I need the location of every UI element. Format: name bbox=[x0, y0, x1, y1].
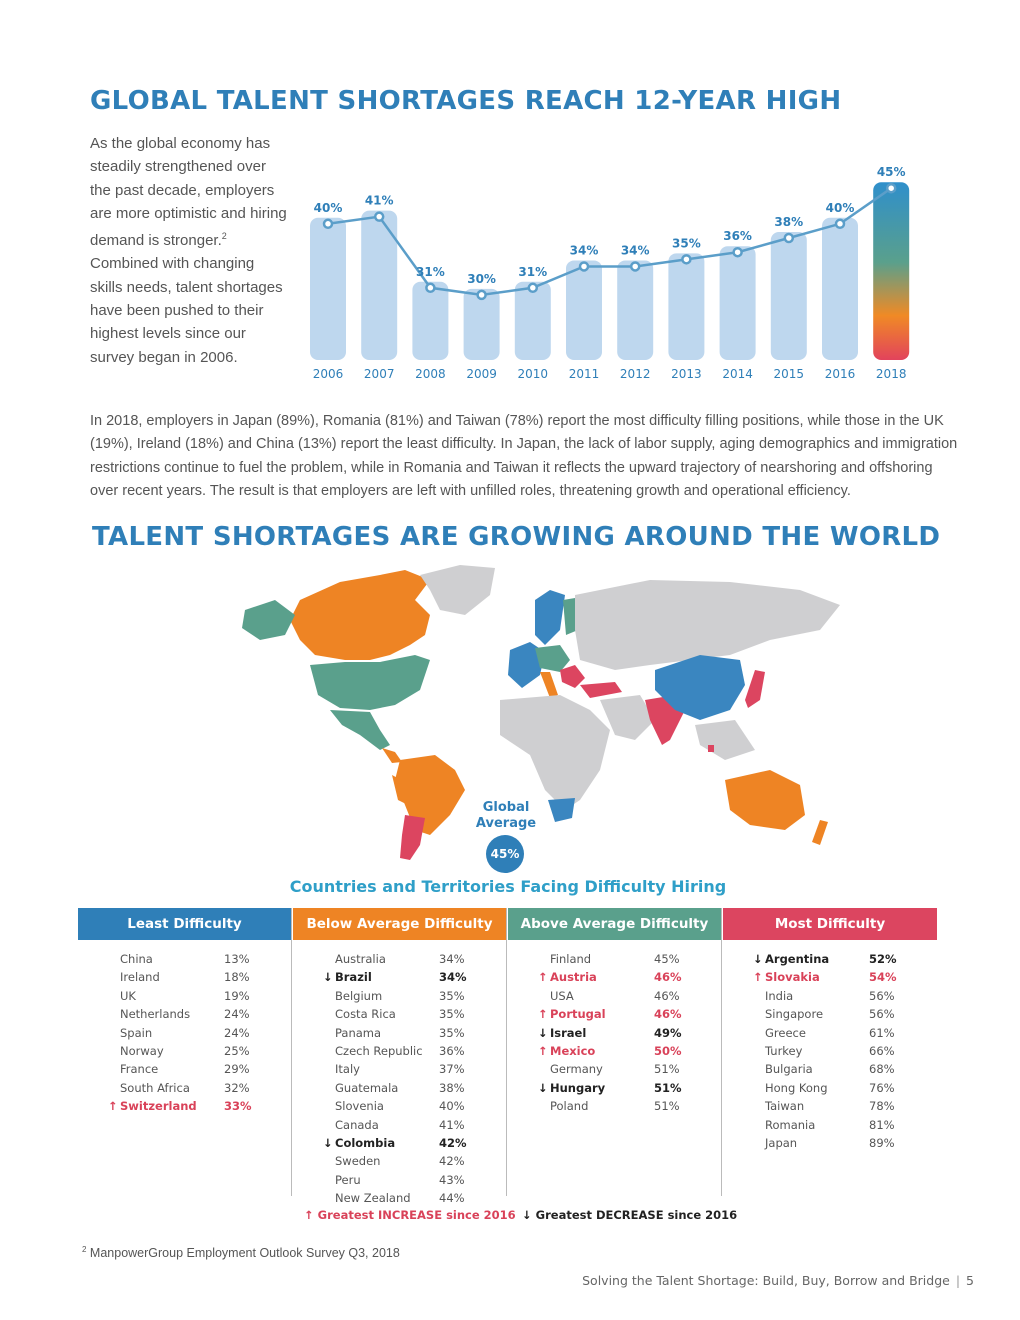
table-row bbox=[723, 970, 937, 988]
region-turkey bbox=[580, 682, 622, 698]
bar-2018 bbox=[873, 182, 909, 360]
table-row bbox=[293, 1118, 506, 1136]
country-percent: 46% bbox=[654, 1007, 682, 1022]
table-row bbox=[508, 1044, 721, 1062]
country-name: Germany bbox=[550, 1062, 603, 1077]
table-row bbox=[508, 952, 721, 970]
table-row bbox=[293, 1081, 506, 1099]
country-percent: 61% bbox=[869, 1025, 895, 1040]
table-row bbox=[293, 1099, 506, 1117]
country-percent: 51% bbox=[654, 1062, 680, 1077]
country-percent: 78% bbox=[869, 1099, 895, 1114]
country-percent: 46% bbox=[654, 970, 682, 985]
country-name: Hungary bbox=[550, 1080, 606, 1095]
country-name: Sweden bbox=[335, 1154, 381, 1169]
table-row bbox=[293, 989, 506, 1007]
region-mexico bbox=[330, 710, 390, 750]
data-label-2018: 45% bbox=[876, 165, 906, 180]
x-tick-2018: 2018 bbox=[875, 367, 907, 381]
country-name: Spain bbox=[120, 1025, 153, 1040]
country-percent: 19% bbox=[224, 988, 250, 1003]
column-header: Above Average Difficulty bbox=[508, 908, 721, 940]
country-name: India bbox=[765, 988, 794, 1003]
region-canada bbox=[290, 570, 430, 660]
down-arrow-icon: ↓ bbox=[538, 1025, 548, 1040]
table-row bbox=[293, 970, 506, 988]
country-name: Japan bbox=[765, 1135, 798, 1150]
table-row bbox=[508, 1026, 721, 1044]
table-row bbox=[723, 1044, 937, 1062]
table-row bbox=[723, 1007, 937, 1025]
country-percent: 34% bbox=[439, 952, 465, 966]
table-row bbox=[508, 970, 721, 988]
table-title: Countries and Territories Facing Difficulty Hiring bbox=[289, 877, 727, 896]
country-percent: 56% bbox=[869, 1007, 895, 1022]
data-label-2013: 35% bbox=[672, 236, 701, 251]
point-2014 bbox=[734, 248, 742, 256]
column-header: Least Difficulty bbox=[78, 908, 291, 940]
section-heading-growing: TALENT SHORTAGES ARE GROWING AROUND THE WORLD bbox=[92, 522, 941, 552]
country-percent: 32% bbox=[224, 1080, 250, 1095]
country-name: UK bbox=[120, 988, 136, 1003]
talent-shortage-bar-chart bbox=[300, 150, 920, 390]
country-name: Ireland bbox=[120, 970, 160, 985]
country-name: Peru bbox=[335, 1172, 361, 1187]
country-name: USA bbox=[550, 988, 574, 1003]
table-row bbox=[78, 1026, 291, 1044]
difficulty-column-4 bbox=[723, 908, 937, 1196]
country-name: South Africa bbox=[120, 1080, 190, 1095]
table-row bbox=[723, 989, 937, 1007]
country-name: Czech Republic bbox=[335, 1043, 423, 1058]
table-row bbox=[78, 1062, 291, 1080]
intro-text-part2: Combined with changing skills needs, talent shortages have been pushed to their highest levels since our survey began in 2006. bbox=[90, 255, 283, 366]
bar-2015 bbox=[771, 232, 807, 360]
country-percent: 66% bbox=[869, 1043, 895, 1058]
bar-2011 bbox=[566, 260, 602, 360]
region-africa bbox=[500, 695, 610, 810]
country-percent: 76% bbox=[869, 1080, 895, 1095]
bar-2016 bbox=[822, 218, 858, 360]
country-name: Switzerland bbox=[120, 1099, 197, 1114]
bar-2014 bbox=[720, 246, 756, 360]
region-scandinavia bbox=[535, 590, 565, 645]
body-paragraph: In 2018, employers in Japan (89%), Romania (81%) and Taiwan (78%) report the most difficulty filling positions, while those in the UK (19%), Ireland (18%) and China (13%) report the least difficulty. In Japan, the lack of labor supply, aging demographics and immigration restrictions continue to fuel the problem, while in Romania and Taiwan it reflects the upward trajectory of nearshoring and offshoring over recent years. The result is that employers are left with unfilled roles, threatening growth and operational efficiency. bbox=[90, 413, 958, 500]
country-name: Finland bbox=[550, 952, 592, 966]
country-percent: 42% bbox=[439, 1154, 465, 1169]
country-percent: 29% bbox=[224, 1062, 250, 1077]
table-row bbox=[293, 1154, 506, 1172]
up-arrow-icon: ↑ bbox=[538, 1043, 548, 1058]
region-argentina bbox=[400, 815, 425, 860]
page-footer: Solving the Talent Shortage: Build, Buy, Borrow and Bridge | 5 bbox=[582, 1273, 974, 1288]
table-row bbox=[78, 1081, 291, 1099]
legend-decrease bbox=[522, 1208, 737, 1222]
x-tick-2006: 2006 bbox=[312, 367, 344, 381]
country-percent: 51% bbox=[654, 1080, 682, 1095]
footnote-number: 2 bbox=[82, 1245, 87, 1254]
country-name: Italy bbox=[335, 1062, 360, 1077]
x-tick-2015: 2015 bbox=[773, 367, 805, 381]
legend-increase-text: Greatest INCREASE since 2016 bbox=[317, 1208, 516, 1222]
point-2010 bbox=[529, 284, 537, 292]
table-row bbox=[508, 1081, 721, 1099]
x-tick-2007: 2007 bbox=[363, 367, 395, 381]
country-name: Slovenia bbox=[335, 1099, 384, 1114]
country-percent: 43% bbox=[439, 1172, 465, 1187]
country-name: Australia bbox=[335, 952, 386, 966]
region-central-europe bbox=[535, 645, 570, 672]
table-row bbox=[293, 952, 506, 970]
table-row bbox=[723, 1136, 937, 1154]
point-2012 bbox=[631, 262, 639, 270]
country-name: Austria bbox=[550, 970, 597, 985]
footnote-text: ManpowerGroup Employment Outlook Survey Q3, 2018 bbox=[86, 1246, 400, 1261]
country-percent: 52% bbox=[869, 952, 897, 966]
table-row bbox=[293, 1044, 506, 1062]
up-arrow-icon: ↑ bbox=[538, 1007, 548, 1022]
page-number: 5 bbox=[966, 1273, 974, 1288]
region-south-africa bbox=[548, 798, 575, 822]
region-australia bbox=[725, 770, 805, 830]
country-name: Poland bbox=[550, 1099, 589, 1114]
point-2015 bbox=[785, 234, 793, 242]
bar-2012 bbox=[617, 260, 653, 360]
up-arrow-icon: ↑ bbox=[538, 970, 548, 985]
x-tick-2014: 2014 bbox=[722, 367, 753, 381]
country-percent: 35% bbox=[439, 988, 465, 1003]
country-name: China bbox=[120, 952, 153, 966]
point-2009 bbox=[478, 291, 486, 299]
data-label-2016: 40% bbox=[825, 200, 855, 215]
table-row bbox=[293, 1173, 506, 1191]
country-percent: 33% bbox=[224, 1099, 252, 1114]
country-name: Belgium bbox=[335, 988, 383, 1003]
intro-text-part1: As the global economy has steadily strengthened over the past decade, employers are more optimistic and hiring demand is stronger. bbox=[90, 135, 287, 250]
country-percent: 81% bbox=[869, 1117, 895, 1132]
bar-2010 bbox=[515, 282, 551, 360]
point-2011 bbox=[580, 262, 588, 270]
country-name: Netherlands bbox=[120, 1007, 191, 1022]
country-name: Brazil bbox=[335, 970, 372, 985]
region-alaska bbox=[242, 600, 295, 640]
country-name: Romania bbox=[765, 1117, 816, 1132]
data-label-2015: 38% bbox=[774, 215, 804, 229]
country-name: Argentina bbox=[765, 952, 830, 966]
region-italy bbox=[540, 672, 558, 698]
country-percent: 56% bbox=[869, 988, 895, 1003]
table-row bbox=[508, 1007, 721, 1025]
country-name: Greece bbox=[765, 1025, 806, 1040]
country-percent: 13% bbox=[224, 952, 250, 966]
data-label-2011: 34% bbox=[569, 243, 599, 258]
table-row bbox=[293, 1007, 506, 1025]
table-row bbox=[293, 1026, 506, 1044]
country-name: Panama bbox=[335, 1025, 382, 1040]
publication-title: Solving the Talent Shortage: Build, Buy, Borrow and Bridge bbox=[582, 1273, 950, 1288]
global-average-badge: 45% bbox=[486, 835, 524, 873]
country-name: France bbox=[120, 1062, 159, 1077]
country-percent: 46% bbox=[654, 988, 680, 1003]
difficulty-column-3 bbox=[508, 908, 722, 1196]
country-percent: 89% bbox=[869, 1135, 895, 1150]
country-percent: 24% bbox=[224, 1025, 250, 1040]
table-row bbox=[293, 1136, 506, 1154]
table-row bbox=[723, 1081, 937, 1099]
table-row bbox=[723, 1099, 937, 1117]
legend-increase bbox=[304, 1208, 516, 1222]
country-percent: 34% bbox=[439, 970, 467, 985]
point-2007 bbox=[375, 213, 383, 221]
country-percent: 24% bbox=[224, 1007, 250, 1022]
region-se-asia bbox=[695, 720, 755, 760]
data-label-2008: 31% bbox=[416, 264, 445, 279]
country-name: Costa Rica bbox=[335, 1007, 396, 1022]
country-percent: 35% bbox=[439, 1025, 465, 1040]
up-arrow-icon: ↑ bbox=[304, 1208, 314, 1222]
country-percent: 44% bbox=[439, 1191, 465, 1206]
page-heading-talent-shortages: GLOBAL TALENT SHORTAGES REACH 12-YEAR HIGH bbox=[90, 86, 842, 116]
x-tick-2012: 2012 bbox=[619, 367, 651, 381]
x-tick-2010: 2010 bbox=[517, 367, 549, 381]
legend-decrease-text: Greatest DECREASE since 2016 bbox=[535, 1208, 738, 1222]
bar-2008 bbox=[412, 282, 448, 360]
column-header: Most Difficulty bbox=[723, 908, 937, 940]
region-new-zealand bbox=[812, 820, 828, 845]
country-name: Slovakia bbox=[765, 970, 820, 985]
data-label-2010: 31% bbox=[518, 264, 548, 279]
down-arrow-icon: ↓ bbox=[323, 1135, 333, 1150]
down-arrow-icon: ↓ bbox=[753, 952, 763, 966]
global-label-line1: Global bbox=[482, 800, 530, 815]
table-row bbox=[508, 1062, 721, 1080]
table-row bbox=[78, 1007, 291, 1025]
point-2018 bbox=[887, 184, 895, 192]
country-name: Portugal bbox=[550, 1007, 606, 1022]
table-row bbox=[723, 952, 937, 970]
table-row bbox=[78, 952, 291, 970]
global-label-line2: Average bbox=[475, 816, 537, 831]
country-percent: 45% bbox=[654, 952, 680, 966]
column-header: Below Average Difficulty bbox=[293, 908, 506, 940]
country-percent: 18% bbox=[224, 970, 250, 985]
data-label-2014: 36% bbox=[723, 229, 752, 244]
table-row bbox=[293, 1062, 506, 1080]
region-japan bbox=[745, 670, 765, 708]
country-name: Israel bbox=[550, 1025, 587, 1040]
region-usa bbox=[310, 655, 430, 710]
x-tick-2016: 2016 bbox=[824, 367, 856, 381]
down-arrow-icon: ↓ bbox=[538, 1080, 548, 1095]
point-2008 bbox=[426, 284, 434, 292]
difficulty-column-1 bbox=[78, 908, 292, 1196]
country-name: Mexico bbox=[550, 1043, 596, 1058]
table-row bbox=[508, 989, 721, 1007]
country-name: New Zealand bbox=[335, 1191, 411, 1206]
data-label-2006: 40% bbox=[313, 200, 343, 215]
country-name: Canada bbox=[335, 1117, 379, 1132]
country-name: Norway bbox=[120, 1043, 164, 1058]
country-name: Bulgaria bbox=[765, 1062, 813, 1077]
table-row bbox=[723, 1118, 937, 1136]
x-tick-2011: 2011 bbox=[568, 367, 600, 381]
country-percent: 50% bbox=[654, 1043, 682, 1058]
data-label-2007: 41% bbox=[364, 193, 394, 208]
x-tick-2013: 2013 bbox=[671, 367, 702, 381]
table-row bbox=[78, 970, 291, 988]
country-name: Taiwan bbox=[765, 1099, 805, 1114]
country-percent: 51% bbox=[654, 1099, 680, 1114]
country-percent: 68% bbox=[869, 1062, 895, 1077]
footnote bbox=[82, 1245, 400, 1260]
table-row bbox=[723, 1062, 937, 1080]
up-arrow-icon: ↑ bbox=[753, 970, 763, 985]
country-percent: 41% bbox=[439, 1117, 465, 1132]
country-percent: 38% bbox=[439, 1080, 465, 1095]
footnote-ref: 2 bbox=[221, 231, 227, 242]
point-2013 bbox=[682, 255, 690, 263]
global-average-label bbox=[468, 800, 544, 832]
down-arrow-icon: ↓ bbox=[522, 1208, 532, 1222]
region-central-america bbox=[382, 748, 402, 763]
down-arrow-icon: ↓ bbox=[323, 970, 333, 985]
table-row bbox=[78, 1044, 291, 1062]
country-percent: 37% bbox=[439, 1062, 465, 1077]
country-name: Singapore bbox=[765, 1007, 824, 1022]
table-row bbox=[508, 1099, 721, 1117]
table-row bbox=[723, 1026, 937, 1044]
country-percent: 54% bbox=[869, 970, 897, 985]
country-percent: 36% bbox=[439, 1043, 465, 1058]
x-tick-2009: 2009 bbox=[466, 367, 497, 381]
country-percent: 35% bbox=[439, 1007, 465, 1022]
country-name: Colombia bbox=[335, 1135, 396, 1150]
data-label-2009: 30% bbox=[467, 271, 496, 286]
region-balkans bbox=[560, 665, 585, 688]
point-2006 bbox=[324, 220, 332, 228]
country-name: Turkey bbox=[765, 1043, 803, 1058]
up-arrow-icon: ↑ bbox=[108, 1099, 118, 1114]
region-greenland bbox=[420, 565, 495, 615]
country-name: Guatemala bbox=[335, 1080, 399, 1095]
country-percent: 40% bbox=[439, 1099, 465, 1114]
difficulty-column-2 bbox=[293, 908, 507, 1206]
country-name: Hong Kong bbox=[765, 1080, 828, 1095]
bar-2006 bbox=[310, 218, 346, 360]
table-row bbox=[78, 1099, 291, 1117]
table-row bbox=[293, 1191, 506, 1209]
country-percent: 25% bbox=[224, 1043, 250, 1058]
data-label-2012: 34% bbox=[620, 243, 650, 258]
country-percent: 42% bbox=[439, 1135, 467, 1150]
intro-text bbox=[90, 132, 290, 369]
x-tick-2008: 2008 bbox=[415, 367, 446, 381]
point-2016 bbox=[836, 220, 844, 228]
country-percent: 49% bbox=[654, 1025, 682, 1040]
region-singapore bbox=[708, 745, 714, 752]
bar-2013 bbox=[668, 253, 704, 360]
table-row bbox=[78, 989, 291, 1007]
